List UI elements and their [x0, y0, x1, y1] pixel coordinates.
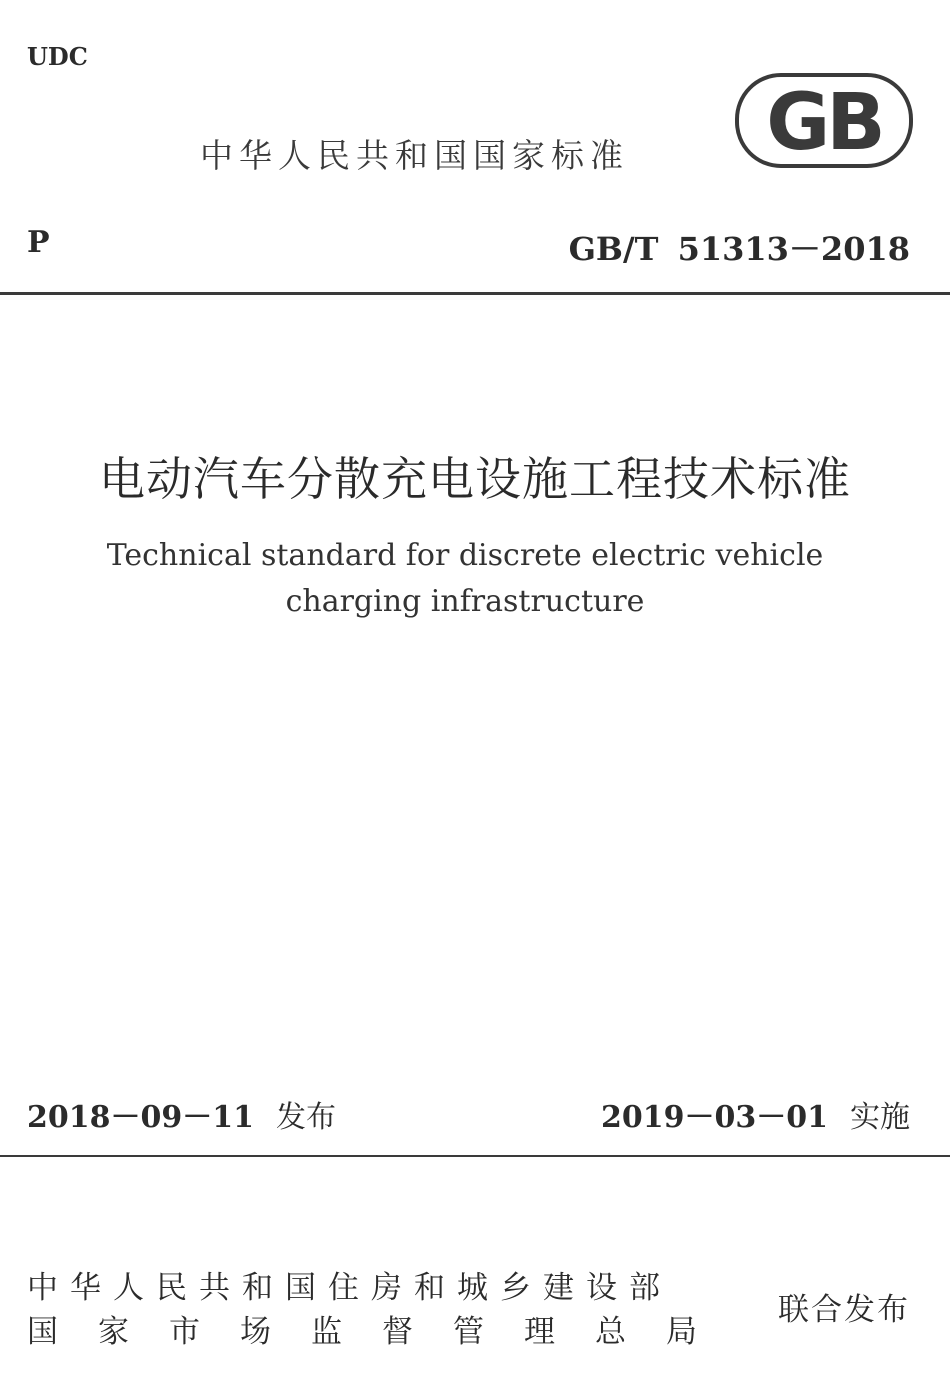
- joint-issue-label: 联合发布: [778, 1292, 910, 1328]
- implement-label: 实施: [850, 1100, 910, 1135]
- issue-label: 发布: [276, 1100, 336, 1135]
- classification-code: P: [27, 225, 50, 260]
- gb-logo-text: GB: [766, 78, 882, 168]
- udc-label: UDC: [27, 42, 88, 71]
- gb-logo: [735, 73, 913, 168]
- bottom-divider: [0, 1155, 950, 1157]
- implement-date: 2019－03－01: [601, 1100, 828, 1135]
- issue-date: 2018－09－11: [27, 1100, 254, 1135]
- standard-number: GB/T 51313－2018: [568, 230, 910, 268]
- issuer-line-1: 中华人民共和国住房和城乡建设部: [27, 1270, 672, 1306]
- issue-date-row: [27, 1092, 336, 1136]
- title-english: [0, 533, 930, 625]
- issuer-line-2: 国家市场监督管理总局: [27, 1314, 737, 1350]
- title-english-line-1: Technical standard for discrete electric vehicle: [106, 538, 824, 573]
- title-english-line-2: charging infrastructure: [285, 584, 645, 619]
- title-chinese: 电动汽车分散充电设施工程技术标准: [99, 452, 851, 506]
- top-divider: [0, 292, 950, 295]
- header-title: 中华人民共和国国家标准: [200, 136, 629, 175]
- implement-date-row: [601, 1092, 910, 1136]
